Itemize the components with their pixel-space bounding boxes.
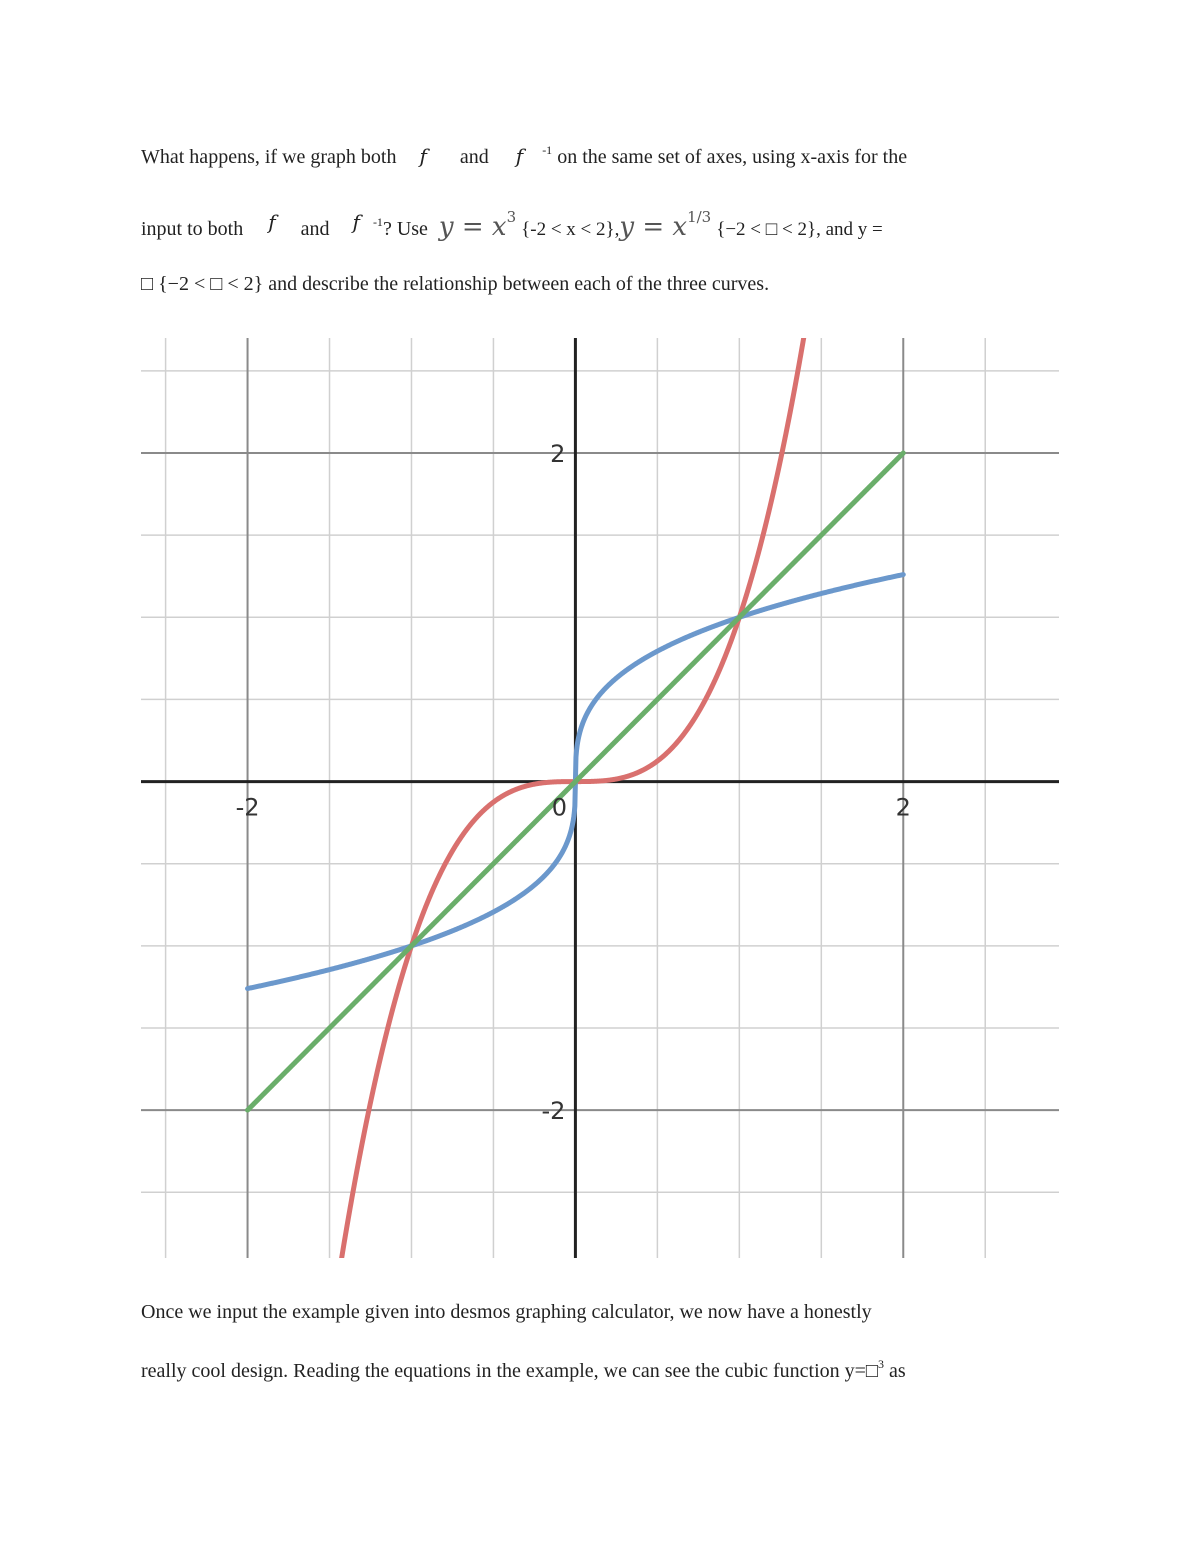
function-graph [141,338,1059,1258]
text: on the same set of axes, using x-axis for the [557,146,908,168]
text: as [889,1360,906,1382]
minor-gridlines [141,338,1059,1258]
exponent: -1 [372,215,383,229]
answer-line-1: Once we input the example given into desmos graphing calculator, we now have a honestly [141,1301,872,1323]
text: and [459,146,489,168]
x-tick-label: -2 [235,793,260,822]
equation-text: y = x [438,212,507,242]
function-symbol: f [268,210,276,234]
text: What happens, if we graph both [141,146,397,168]
text: ? Use [382,218,428,240]
equation-cube-root [619,208,712,242]
function-symbol: f [352,210,360,234]
text: really cool design. Reading the equations in the example, we can see the cubic function [141,1360,840,1382]
domain-text: {-2 < x < 2}, [521,219,620,240]
equation-cubic [438,208,517,242]
x-tick-label: 0 [551,793,568,822]
function-symbol: f [419,144,427,168]
question-line-1 [141,143,907,169]
equation-text: y = x [619,212,688,242]
domain-text: {−2 < □ < 2}, and y = [716,219,883,240]
question-line-2 [141,208,883,242]
question-line-3: □ {−2 < □ < 2} and describe the relationship between each of the three curves. [141,273,770,295]
y-tick-label: -2 [541,1097,566,1126]
equation-exponent: 3 [506,208,517,226]
major-gridlines [141,338,1059,1258]
text: and [300,218,330,240]
equation-inline: y=□ [844,1360,879,1382]
equation-exponent: 1/3 [687,208,712,226]
answer-line-2 [141,1357,906,1383]
exponent: 3 [878,1357,885,1371]
exponent: -1 [542,143,553,157]
y-tick-label: 2 [550,440,566,468]
function-symbol: f [515,144,524,168]
x-tick-label: 2 [895,793,911,822]
text: input to both [141,218,244,240]
axes [141,338,1059,1258]
